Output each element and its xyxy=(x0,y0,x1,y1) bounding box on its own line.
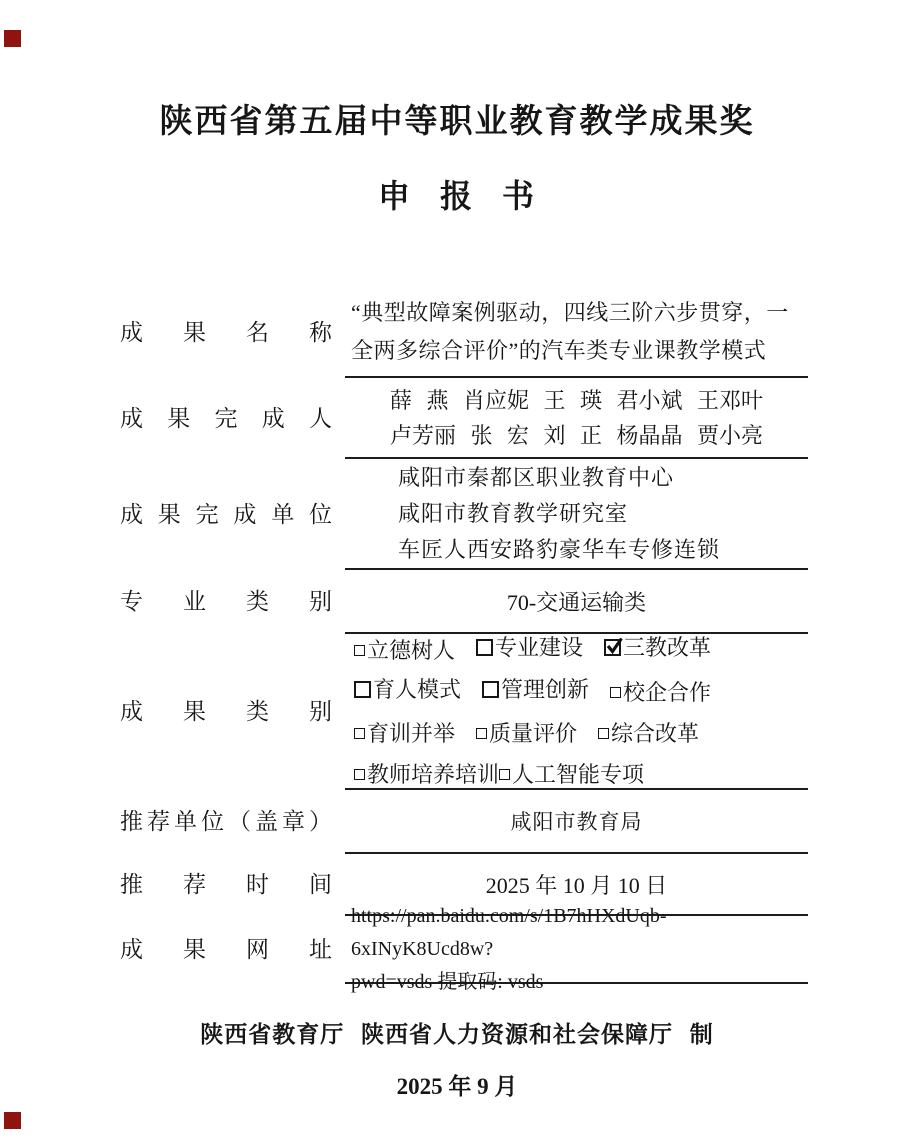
label-char: 单 xyxy=(174,809,197,834)
form-row-completion-units xyxy=(120,459,808,570)
document-title: 陕西省第五届中等职业教育教学成果奖 xyxy=(159,104,755,140)
value-line: https://pan.baidu.com/s/1B7hHXdUqb-6xINyK8Ucd8w? xyxy=(351,904,667,960)
checkbox-empty-icon xyxy=(354,645,365,656)
checkbox-empty-icon xyxy=(610,687,621,698)
label-char: 成 xyxy=(120,501,143,527)
checkbox-empty-icon xyxy=(354,728,365,739)
category-option-label: 人工智能专项 xyxy=(512,762,645,787)
label-char: 完 xyxy=(195,501,219,527)
field-value-completers xyxy=(345,378,808,459)
category-option-label: 教师培养培训 xyxy=(367,762,500,787)
label-char: 章 xyxy=(282,809,305,834)
category-option xyxy=(354,755,499,794)
field-label-achievement-category xyxy=(120,634,332,790)
label-char: 成 xyxy=(233,501,257,527)
value-line: 薛 燕 肖应妮 王 瑛 君小斌 王邓叶 xyxy=(389,387,763,413)
label-char: 类 xyxy=(246,589,269,614)
form-row-achievement-category xyxy=(120,634,808,790)
category-line xyxy=(354,628,808,670)
value-line: 咸阳市教育局 xyxy=(510,810,643,834)
label-char: 成 xyxy=(120,699,143,724)
label-char: 推 xyxy=(120,809,143,834)
field-label-major-category xyxy=(120,570,332,634)
label-char: 间 xyxy=(309,872,332,897)
value-line: 车匠人西安路豹豪华车专修连锁 xyxy=(398,536,721,562)
category-line xyxy=(354,753,808,794)
field-label-completers xyxy=(120,378,332,459)
label-char: （ xyxy=(228,809,251,834)
category-option-label: 质量评价 xyxy=(489,721,578,746)
category-option xyxy=(598,714,699,753)
category-option xyxy=(354,714,455,753)
label-char: 类 xyxy=(246,699,269,724)
value-line: 咸阳市秦都区职业教育中心 xyxy=(398,464,675,490)
red-corner-mark-bottom xyxy=(4,1112,21,1129)
value-line: pwd=vsds 提取码: vsds xyxy=(351,970,544,993)
field-label-recommend-date xyxy=(120,854,332,916)
category-option-label: 立德树人 xyxy=(367,638,456,663)
label-char: 荐 xyxy=(147,809,170,834)
category-option-label: 专业建设 xyxy=(495,635,584,660)
form-row-major-category xyxy=(120,570,808,634)
label-char: 位 xyxy=(308,501,332,527)
footer-date: 2025 年 9 月 xyxy=(396,1074,518,1099)
field-label-completion-units xyxy=(120,459,332,570)
field-label-achievement-name xyxy=(120,288,332,378)
value-line: 70-交通运输类 xyxy=(506,589,647,615)
checkbox-empty-icon xyxy=(482,681,499,698)
category-option xyxy=(604,628,711,667)
label-char: 果 xyxy=(167,405,191,431)
category-option xyxy=(499,755,644,794)
category-option xyxy=(354,670,461,709)
value-line: 2025 年 10 月 10 日 xyxy=(485,872,668,898)
label-char: 址 xyxy=(309,937,332,962)
label-char: 称 xyxy=(309,320,332,345)
value-line: “典型故障案例驱动，四线三阶六步贯穿，一 xyxy=(351,300,789,325)
label-char: ） xyxy=(309,809,332,834)
label-char: 荐 xyxy=(183,872,206,897)
category-option xyxy=(610,673,711,712)
label-char: 推 xyxy=(120,872,143,897)
checkbox-empty-icon xyxy=(354,681,371,698)
label-char: 盖 xyxy=(255,809,278,834)
application-form xyxy=(120,288,808,993)
label-char: 完 xyxy=(214,405,238,431)
field-value-completion-units xyxy=(345,459,808,570)
category-line xyxy=(354,712,808,753)
footer-issuer: 陕西省教育厅 陕西省人力资源和社会保障厅 制 xyxy=(200,1022,714,1047)
label-char: 单 xyxy=(271,501,295,527)
label-char: 业 xyxy=(183,589,206,614)
category-option xyxy=(476,714,577,753)
category-option-label: 管理创新 xyxy=(501,677,590,702)
field-value-major-category xyxy=(345,570,808,634)
category-option-label: 校企合作 xyxy=(623,680,712,705)
category-option xyxy=(482,670,589,709)
label-char: 专 xyxy=(120,589,143,614)
field-label-achievement-url xyxy=(120,916,332,984)
checkbox-checked-icon xyxy=(604,639,621,656)
label-char: 别 xyxy=(309,699,332,724)
value-line: 咸阳市教育教学研究室 xyxy=(398,500,629,526)
label-char: 位 xyxy=(201,809,224,834)
label-char: 果 xyxy=(157,501,181,527)
label-char: 人 xyxy=(309,405,332,431)
category-option-label: 综合改革 xyxy=(611,721,700,746)
form-row-achievement-name xyxy=(120,288,808,378)
category-option xyxy=(476,628,583,667)
label-char: 成 xyxy=(120,405,143,431)
field-value-achievement-name xyxy=(345,288,808,378)
red-corner-mark-top xyxy=(4,30,21,47)
checkbox-empty-icon xyxy=(354,769,365,780)
label-char: 果 xyxy=(183,699,206,724)
checkbox-empty-icon xyxy=(598,728,609,739)
field-value-achievement-url xyxy=(345,904,808,993)
value-line: 全两多综合评价”的汽车类专业课教学模式 xyxy=(351,338,767,363)
field-value-recommender xyxy=(345,790,808,854)
value-line: 卢芳丽 张 宏 刘 正 杨晶晶 贾小亮 xyxy=(389,422,763,448)
label-char: 成 xyxy=(120,320,143,345)
category-option xyxy=(354,631,455,670)
checkbox-empty-icon xyxy=(476,728,487,739)
label-char: 名 xyxy=(246,320,269,345)
form-row-recommender xyxy=(120,790,808,854)
label-char: 果 xyxy=(183,320,206,345)
field-label-recommender xyxy=(120,790,332,854)
category-line xyxy=(354,670,808,712)
checkbox-empty-icon xyxy=(476,639,493,656)
form-row-completers xyxy=(120,378,808,459)
document-subtitle: 申 报 书 xyxy=(377,178,536,214)
form-row-achievement-url xyxy=(120,904,808,993)
label-char: 网 xyxy=(246,937,269,962)
category-option-label: 三教改革 xyxy=(623,635,712,660)
field-value-achievement-category xyxy=(345,634,808,790)
checkbox-empty-icon xyxy=(499,769,510,780)
label-char: 成 xyxy=(120,937,143,962)
label-char: 时 xyxy=(246,872,269,897)
label-char: 果 xyxy=(183,937,206,962)
label-char: 别 xyxy=(309,589,332,614)
label-char: 成 xyxy=(261,405,285,431)
category-option-label: 育训并举 xyxy=(367,721,456,746)
category-option-label: 育人模式 xyxy=(373,677,462,702)
